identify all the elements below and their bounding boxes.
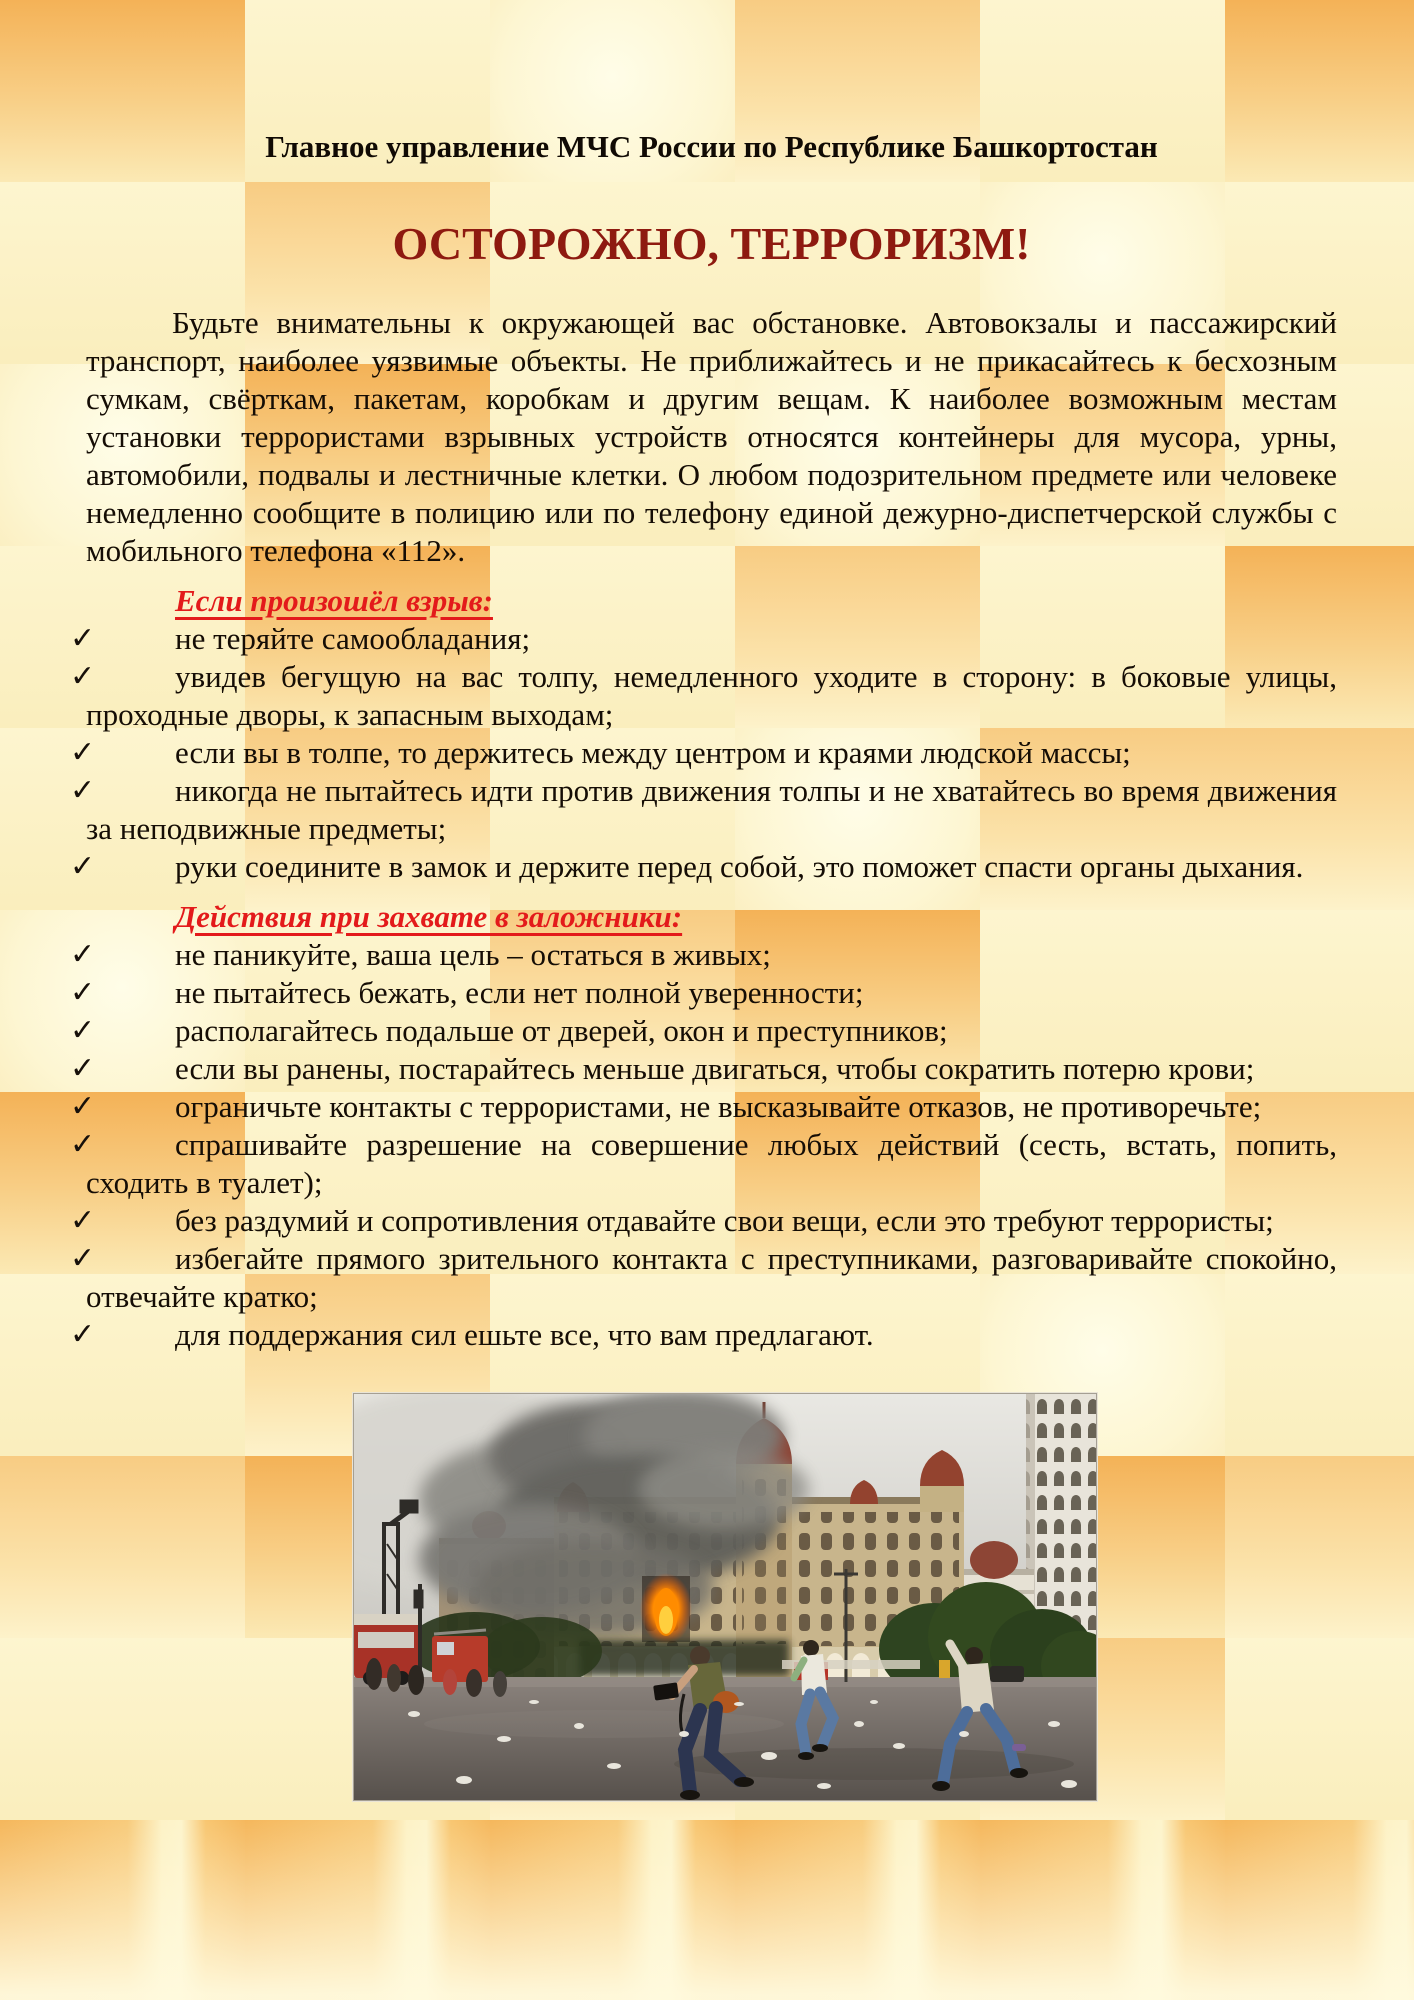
checkmark-icon: ✓	[70, 938, 96, 971]
list-item	[70, 936, 1337, 974]
list-item-text: если вы ранены, постарайтесь меньше двигаться, чтобы сократить потерю крови;	[175, 1051, 1255, 1086]
checkmark-icon: ✓	[70, 1014, 96, 1047]
list-item	[70, 1088, 1337, 1126]
checkmark-icon: ✓	[70, 1052, 96, 1085]
list-item	[70, 772, 1337, 848]
explosion-instructions-list	[70, 620, 1337, 886]
checkmark-icon: ✓	[70, 774, 96, 807]
list-item-text: спрашивайте разрешение на совершение любых действий (сесть, встать, попить, сходить в туалет);	[86, 1127, 1337, 1200]
list-item-text: если вы в толпе, то держитесь между центром и краями людской массы;	[175, 735, 1131, 770]
list-item-text: не пытайтесь бежать, если нет полной уверенности;	[175, 975, 864, 1010]
section-heading-explosion: Если произошёл взрыв:	[175, 583, 493, 618]
list-item	[70, 1240, 1337, 1316]
checkmark-icon: ✓	[70, 622, 96, 655]
list-item-text: увидев бегущую на вас толпу, немедленного уходите в сторону: в боковые улицы, проходные дворы, к запасным выходам;	[86, 659, 1337, 732]
list-item	[70, 1012, 1337, 1050]
attack-photo	[353, 1393, 1097, 1801]
section-heading-hostage: Действия при захвате в заложники:	[175, 899, 683, 934]
list-item	[70, 1202, 1337, 1240]
list-item-text: располагайтесь подальше от дверей, окон и преступников;	[175, 1013, 948, 1048]
list-item-text: не паникуйте, ваша цель – остаться в живых;	[175, 937, 771, 972]
list-item	[70, 620, 1337, 658]
list-item-text: для поддержания сил ешьте все, что вам предлагают.	[175, 1317, 874, 1352]
checkmark-icon: ✓	[70, 660, 96, 693]
checkmark-icon: ✓	[70, 850, 96, 883]
checkmark-icon: ✓	[70, 1090, 96, 1123]
list-item-text: никогда не пытайтесь идти против движения толпы и не хватайтесь во время движения за неподвижные предметы;	[86, 773, 1337, 846]
list-item-text: руки соедините в замок и держите перед собой, это поможет спасти органы дыхания.	[175, 849, 1304, 884]
list-item	[70, 658, 1337, 734]
list-item-text: не теряйте самообладания;	[175, 621, 531, 656]
list-item-text: без раздумий и сопротивления отдавайте свои вещи, если это требуют террористы;	[175, 1203, 1274, 1238]
list-item	[70, 1316, 1337, 1354]
list-item	[70, 848, 1337, 886]
checkmark-icon: ✓	[70, 1318, 96, 1351]
org-title: Главное управление МЧС России по Республике Башкортостан	[265, 129, 1158, 164]
checkmark-icon: ✓	[70, 976, 96, 1009]
list-item	[70, 974, 1337, 1012]
checkmark-icon: ✓	[70, 1204, 96, 1237]
hostage-instructions-list	[70, 936, 1337, 1354]
main-title: ОСТОРОЖНО, ТЕРРОРИЗМ!	[392, 218, 1031, 269]
list-item	[70, 1050, 1337, 1088]
checkmark-icon: ✓	[70, 1128, 96, 1161]
list-item	[70, 1126, 1337, 1202]
intro-paragraph: Будьте внимательны к окружающей вас обстановке. Автовокзалы и пассажирский транспорт, наиболее уязвимые объекты. Не приближайтесь и не прикасайтесь к бесхозным сумкам, свёрткам, пакетам, коробкам и другим вещам. К наиболее возможным местам установки террористами взрывных устройств относятся контейнеры для мусора, урны, автомобили, подвалы и лестничные клетки. О любом подозрительном предмете или человеке немедленно сообщите в полицию или по телефону единой дежурно-диспетчерской службы с мобильного телефона «112».	[86, 305, 1337, 568]
list-item-text: ограничьте контакты с террористами, не высказывайте отказов, не противоречьте;	[175, 1089, 1262, 1124]
checkmark-icon: ✓	[70, 1242, 96, 1275]
list-item	[70, 734, 1337, 772]
fire-flames	[640, 1573, 692, 1645]
checkmark-icon: ✓	[70, 736, 96, 769]
list-item-text: избегайте прямого зрительного контакта с преступниками, разговаривайте спокойно, отвечайте кратко;	[86, 1241, 1337, 1314]
